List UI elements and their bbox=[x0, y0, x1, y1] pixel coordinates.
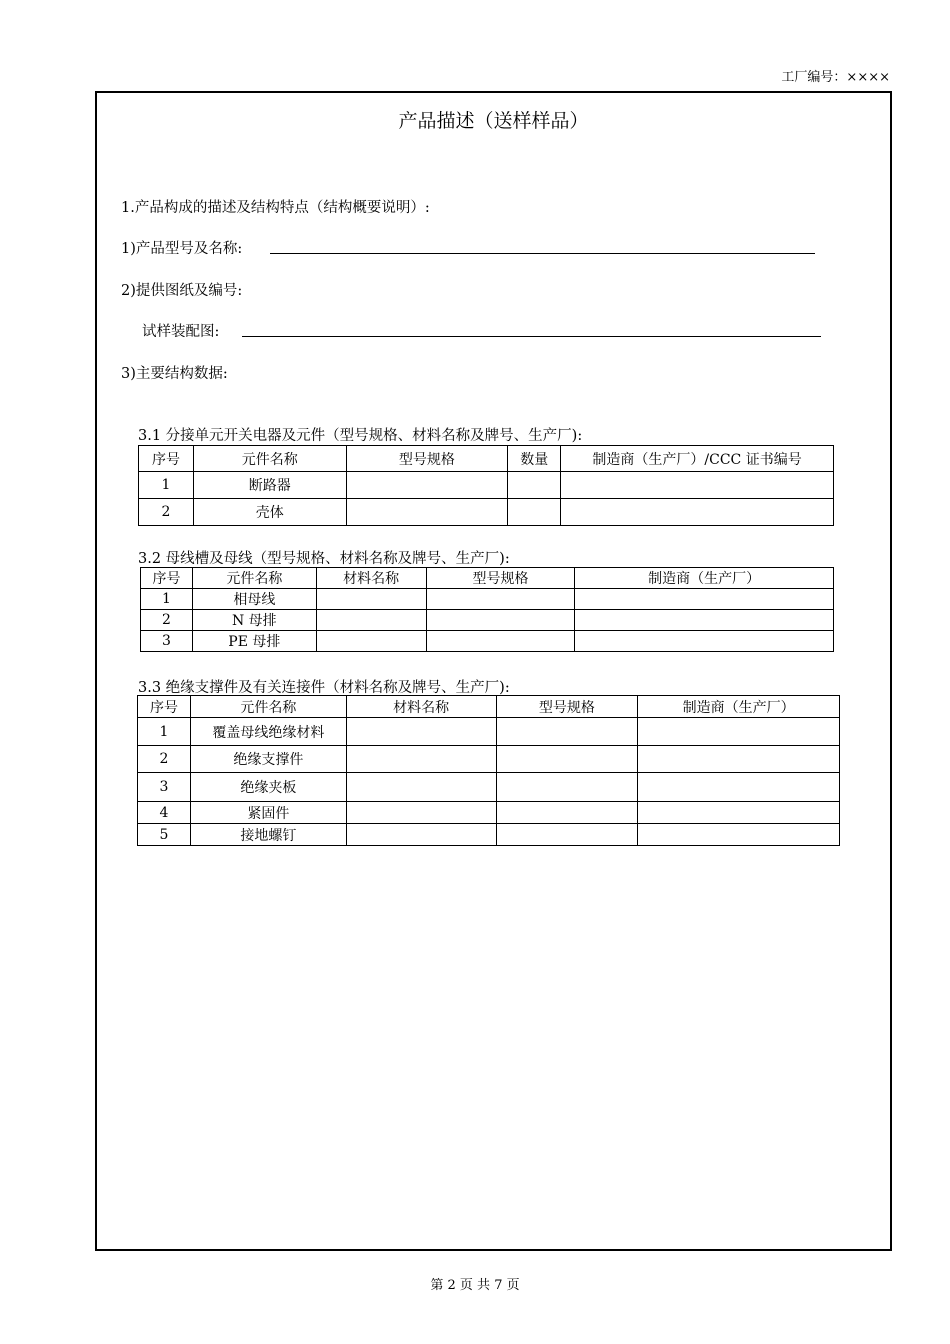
table-header: 数量 bbox=[508, 446, 561, 472]
structure-data-label: 3)主要结构数据: bbox=[121, 366, 228, 382]
table-cell: 3 bbox=[138, 773, 191, 802]
table-header: 型号规格 bbox=[346, 446, 508, 472]
table-row bbox=[139, 499, 834, 526]
table-cell[interactable] bbox=[508, 472, 561, 499]
table-header: 序号 bbox=[139, 446, 194, 472]
document-frame bbox=[95, 91, 892, 1251]
table-cell: 绝缘夹板 bbox=[190, 773, 346, 802]
table-header: 制造商（生产厂）/CCC 证书编号 bbox=[561, 446, 834, 472]
table-row bbox=[141, 589, 834, 610]
table-cell[interactable] bbox=[561, 499, 834, 526]
table-row bbox=[138, 824, 840, 846]
product-model-field[interactable] bbox=[270, 253, 815, 254]
table-header: 元件名称 bbox=[190, 696, 346, 718]
table-cell: 4 bbox=[138, 802, 191, 824]
factory-number: 工厂编号：×××× bbox=[781, 70, 890, 85]
table-header: 材料名称 bbox=[316, 568, 426, 589]
table-row bbox=[138, 718, 840, 746]
table-header: 制造商（生产厂） bbox=[638, 696, 840, 718]
table-cell[interactable] bbox=[575, 610, 834, 631]
table-cell: 断路器 bbox=[193, 472, 346, 499]
table-cell: 2 bbox=[138, 746, 191, 773]
table32-caption: 3.2 母线槽及母线（型号规格、材料名称及牌号、生产厂): bbox=[138, 551, 510, 567]
table-row bbox=[138, 746, 840, 773]
table-cell[interactable] bbox=[426, 589, 575, 610]
table-cell: 2 bbox=[139, 499, 194, 526]
table-cell[interactable] bbox=[346, 718, 496, 746]
table-row bbox=[141, 610, 834, 631]
table33-caption: 3.3 绝缘支撑件及有关连接件（材料名称及牌号、生产厂): bbox=[138, 680, 510, 696]
table-header: 型号规格 bbox=[496, 696, 638, 718]
product-model-label: 1)产品型号及名称: bbox=[121, 241, 243, 257]
table-cell: 相母线 bbox=[192, 589, 316, 610]
table-header: 型号规格 bbox=[426, 568, 575, 589]
table-cell: 接地螺钉 bbox=[190, 824, 346, 846]
table-cell[interactable] bbox=[508, 499, 561, 526]
table-cell[interactable] bbox=[496, 746, 638, 773]
page-number: 第 2 页 共 7 页 bbox=[430, 1278, 520, 1293]
table-cell: 壳体 bbox=[193, 499, 346, 526]
table-cell: N 母排 bbox=[192, 610, 316, 631]
table-cell: 1 bbox=[138, 718, 191, 746]
assembly-drawing-field[interactable] bbox=[242, 336, 821, 337]
table-cell[interactable] bbox=[575, 631, 834, 652]
table-3-2 bbox=[140, 567, 834, 652]
table-row bbox=[138, 802, 840, 824]
table-header: 序号 bbox=[141, 568, 193, 589]
table-cell[interactable] bbox=[575, 589, 834, 610]
table-cell[interactable] bbox=[346, 802, 496, 824]
table-cell[interactable] bbox=[346, 499, 508, 526]
table-header: 元件名称 bbox=[193, 446, 346, 472]
table-cell: 1 bbox=[139, 472, 194, 499]
table-row bbox=[141, 631, 834, 652]
table-cell[interactable] bbox=[638, 773, 840, 802]
table-cell[interactable] bbox=[346, 773, 496, 802]
table-cell[interactable] bbox=[346, 746, 496, 773]
table-cell[interactable] bbox=[316, 589, 426, 610]
table-cell[interactable] bbox=[496, 718, 638, 746]
table-cell[interactable] bbox=[496, 824, 638, 846]
table-cell[interactable] bbox=[561, 472, 834, 499]
table-cell: 3 bbox=[141, 631, 193, 652]
table-cell[interactable] bbox=[426, 610, 575, 631]
table-cell[interactable] bbox=[638, 824, 840, 846]
table-cell[interactable] bbox=[316, 610, 426, 631]
table-row bbox=[138, 773, 840, 802]
table-header: 材料名称 bbox=[346, 696, 496, 718]
table-row bbox=[139, 472, 834, 499]
table-cell[interactable] bbox=[638, 802, 840, 824]
table-header: 元件名称 bbox=[192, 568, 316, 589]
table-cell: 5 bbox=[138, 824, 191, 846]
drawings-label: 2)提供图纸及编号: bbox=[121, 283, 243, 299]
table-cell[interactable] bbox=[316, 631, 426, 652]
table-cell[interactable] bbox=[496, 802, 638, 824]
table-cell: 2 bbox=[141, 610, 193, 631]
table-3-1 bbox=[138, 445, 834, 526]
table-3-3 bbox=[137, 695, 840, 846]
table-cell: 绝缘支撑件 bbox=[190, 746, 346, 773]
table-cell: 紧固件 bbox=[190, 802, 346, 824]
table-cell[interactable] bbox=[426, 631, 575, 652]
table-cell[interactable] bbox=[496, 773, 638, 802]
table-cell: 覆盖母线绝缘材料 bbox=[190, 718, 346, 746]
table-cell: PE 母排 bbox=[192, 631, 316, 652]
assembly-drawing-label: 试样装配图: bbox=[142, 324, 220, 340]
table-header: 制造商（生产厂） bbox=[575, 568, 834, 589]
table-cell[interactable] bbox=[638, 718, 840, 746]
table-cell[interactable] bbox=[346, 472, 508, 499]
table-cell[interactable] bbox=[346, 824, 496, 846]
page-title: 产品描述（送样样品） bbox=[398, 110, 589, 132]
table-cell: 1 bbox=[141, 589, 193, 610]
table-cell[interactable] bbox=[638, 746, 840, 773]
section1-heading: 1.产品构成的描述及结构特点（结构概要说明）: bbox=[121, 200, 430, 216]
table-header: 序号 bbox=[138, 696, 191, 718]
table31-caption: 3.1 分接单元开关电器及元件（型号规格、材料名称及牌号、生产厂): bbox=[138, 428, 583, 444]
